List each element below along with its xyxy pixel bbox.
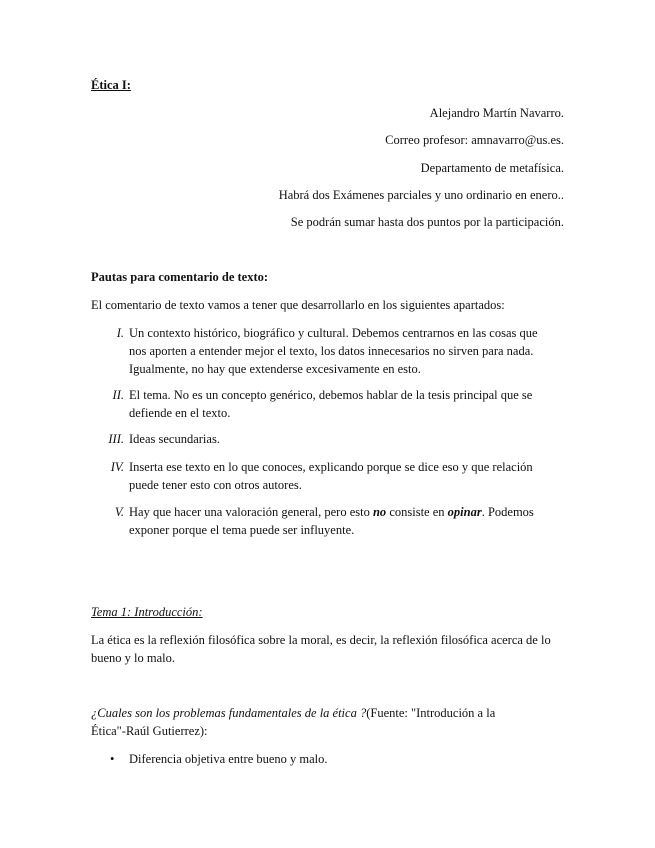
list-item-number: V.: [114, 505, 124, 519]
department: Departamento de metafísica.: [420, 161, 564, 175]
list-item-number: III.: [108, 432, 124, 446]
bullet-text: Diferencia objetiva entre bueno y malo.: [129, 752, 328, 766]
list-item-number: IV.: [110, 460, 124, 474]
participation-info: Se podrán sumar hasta dos puntos por la participación.: [290, 215, 564, 229]
list-item-text: Hay que hacer una valoración general, pero esto no consiste en opinar. Podemos exponer porque el tema puede ser influyente.: [129, 505, 534, 537]
tema1-question: ¿Cuales son los problemas fundamentales de la ética ?(Fuente: "Introdución a la Ética"-Raúl Gutierrez):: [91, 706, 496, 738]
teacher-name: Alejandro Martín Navarro.: [429, 106, 564, 120]
exams-info: Habrá dos Exámenes parciales y uno ordinario en enero..: [278, 188, 564, 202]
teacher-email: Correo profesor: amnavarro@us.es.: [385, 133, 564, 147]
list-item-number: I.: [116, 326, 124, 340]
pautas-heading: Pautas para comentario de texto:: [91, 270, 269, 284]
list-item-text: Inserta ese texto en lo que conoces, explicando porque se dice eso y que relación puede tener esto con otros autores.: [129, 460, 533, 492]
pautas-intro: El comentario de texto vamos a tener que desarrollarlo en los siguientes apartados:: [91, 298, 505, 312]
page-title: Ética I:: [91, 78, 131, 92]
list-item-text: El tema. No es un concepto genérico, debemos hablar de la tesis principal que se defiende en el texto.: [129, 388, 533, 420]
bullet-icon: •: [110, 752, 115, 766]
list-item-text: Ideas secundarias.: [129, 432, 220, 446]
list-item-number: II.: [112, 388, 124, 402]
section-heading-tema1: Tema 1: Introducción:: [91, 605, 203, 619]
tema1-paragraph: La ética es la reflexión filosófica sobre la moral, es decir, la reflexión filosófica acerca de lo bueno y lo malo.: [91, 633, 551, 665]
list-item-text: Un contexto histórico, biográfico y cultural. Debemos centrarnos en las cosas que nos aporten a entender mejor el texto, los datos innecesarios no sirven para nada. Igualmente, no hay que extenderse excesivamente en esto.: [129, 326, 538, 376]
